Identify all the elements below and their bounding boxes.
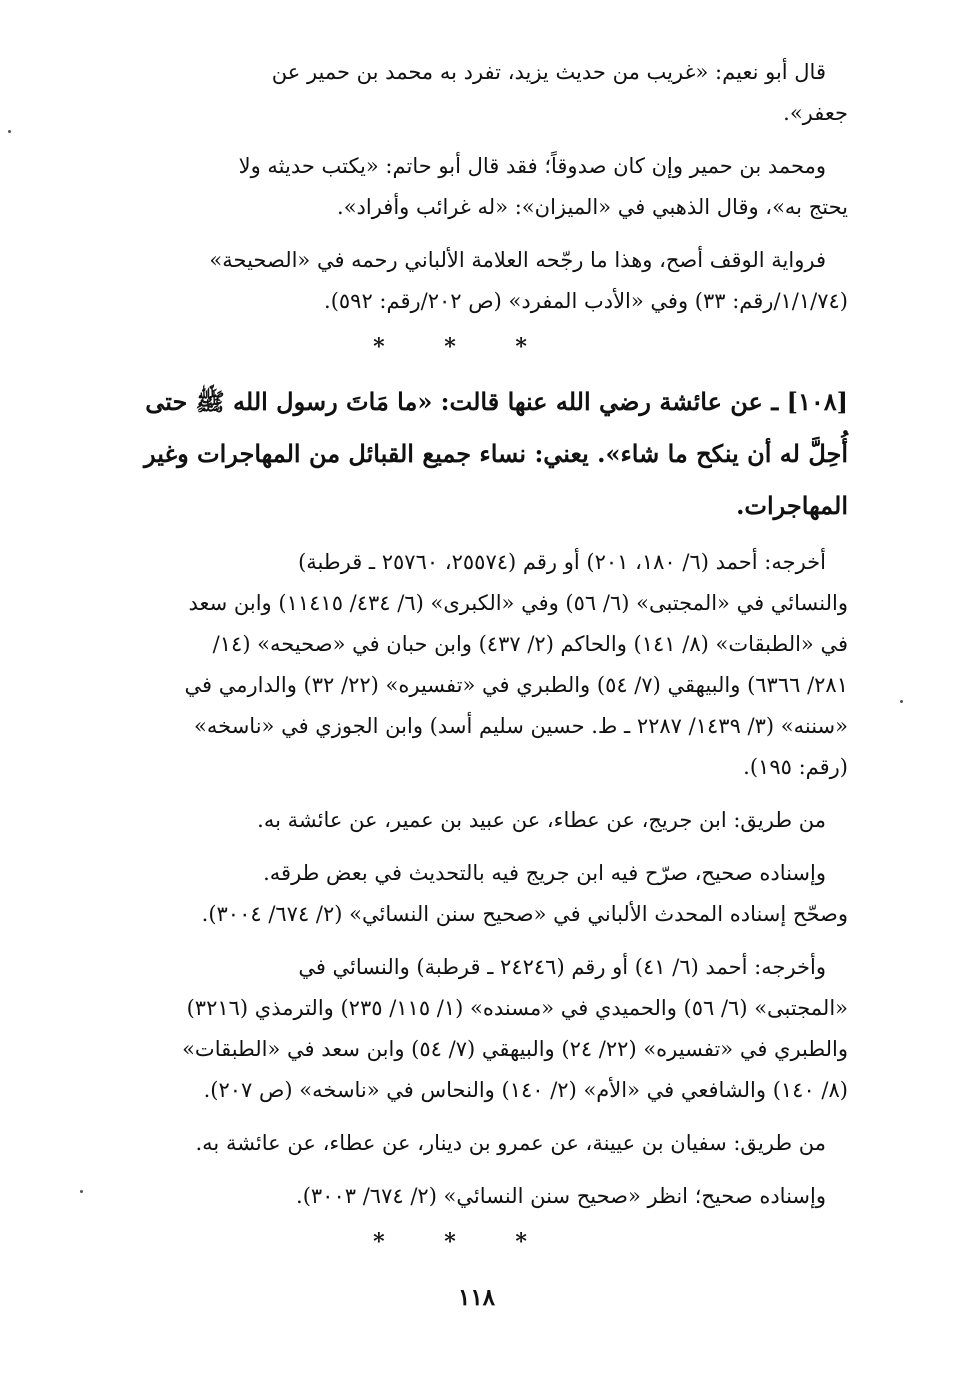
paragraph [78,542,848,788]
top-section [78,52,848,322]
text-line: «سننه» (٣/ ١٤٣٩/ ٢٢٨٧ ـ ط. حسين سليم أسد) وابن الجوزي في «ناسخه» [194,714,848,738]
hadith-line: المهاجرات. [736,491,848,520]
text-line: (رقم: ١٩٥). [743,755,848,779]
hadith-text [78,376,848,532]
paragraph [78,1176,848,1217]
text-line: قال أبو نعيم: «غريب من حديث يزيد، تفرد به محمد بن حمير عن [271,60,826,84]
text-line: من طريق: ابن جريج، عن عطاء، عن عبيد بن عمير، عن عائشة به. [257,808,826,832]
section-separator: * * * [373,334,553,360]
paragraph [78,800,848,841]
page-body [78,52,848,1271]
paragraph [78,240,848,322]
text-line: والطبري في «تفسيره» (٢٢/ ٢٤) والبيهقي (٧/ ٥٤) وابن سعد في «الطبقات» [182,1037,848,1061]
section-separator-end: * * * [373,1229,553,1255]
text-line: أخرجه: أحمد (٦/ ١٨٠، ٢٠١) أو رقم (٢٥٥٧٤، ٢٥٧٦٠ ـ قرطبة) [298,550,826,574]
text-line: في «الطبقات» (٨/ ١٤١) والحاكم (٢/ ٤٣٧) وابن حبان في «صحيحه» (١٤/ [212,632,848,656]
paragraph [78,947,848,1111]
text-line: ومحمد بن حمير وإن كان صدوقاً؛ فقد قال أبو حاتم: «يكتب حديثه ولا [238,154,826,178]
text-line: يحتج به»، وقال الذهبي في «الميزان»: «له غرائب وأفراد». [337,195,848,219]
scan-speck [900,700,903,703]
text-line: وأخرجه: أحمد (٦/ ٤١) أو رقم (٢٤٢٤٦ ـ قرطبة) والنسائي في [298,955,826,979]
takhrij-section [78,542,848,1217]
text-line: وإسناده صحيح، صرّح فيه ابن جريج فيه بالتحديث في بعض طرقه. [263,861,826,885]
text-line: من طريق: سفيان بن عيينة، عن عمرو بن دينار، عن عطاء، عن عائشة به. [195,1131,826,1155]
scan-speck [80,1190,83,1193]
text-line: (١/١/٧٤/رقم: ٣٣) وفي «الأدب المفرد» (ص ٢٠٢/رقم: ٥٩٢). [324,289,848,313]
text-line: (٨/ ١٤٠) والشافعي في «الأم» (٢/ ١٤٠) والنحاس في «ناسخه» (ص ٢٠٧). [203,1078,848,1102]
hadith-line: [١٠٨] ـ عن عائشة رضي الله عنها قالت: «ما مَاتَ رسول الله ﷺ حتى [145,387,848,416]
page-number: ١١٨ [457,1284,496,1311]
text-line: وصحّح إسناده المحدث الألباني في «صحيح سنن النسائي» (٢/ ٦٧٤/ ٣٠٠٤). [201,902,848,926]
paragraph [78,1123,848,1164]
paragraph [78,853,848,935]
text-line: والنسائي في «المجتبى» (٦/ ٥٦) وفي «الكبرى» (٦/ ٤٣٤/ ١١٤١٥) وابن سعد [188,591,848,615]
text-line: جعفر». [783,101,848,125]
text-line: فرواية الوقف أصح، وهذا ما رجّحه العلامة الألباني رحمه في «الصحيحة» [209,248,826,272]
text-line: وإسناده صحيح؛ انظر «صحيح سنن النسائي» (٢/ ٦٧٤/ ٣٠٠٣). [296,1184,826,1208]
paragraph [78,146,848,228]
paragraph [78,52,848,134]
text-line: ٢٨١/ ٦٣٦٦) والبيهقي (٧/ ٥٤) والطبري في «تفسيره» (٢٢/ ٣٢) والدارمي في [184,673,848,697]
scan-speck [8,130,11,133]
hadith-line: أُحِلَّ له أن ينكح ما شاء». يعني: نساء جميع القبائل من المهاجرات وغير [144,439,848,468]
text-line: «المجتبى» (٦/ ٥٦) والحميدي في «مسنده» (١/ ١١٥/ ٢٣٥) والترمذي (٣٢١٦) [186,996,848,1020]
